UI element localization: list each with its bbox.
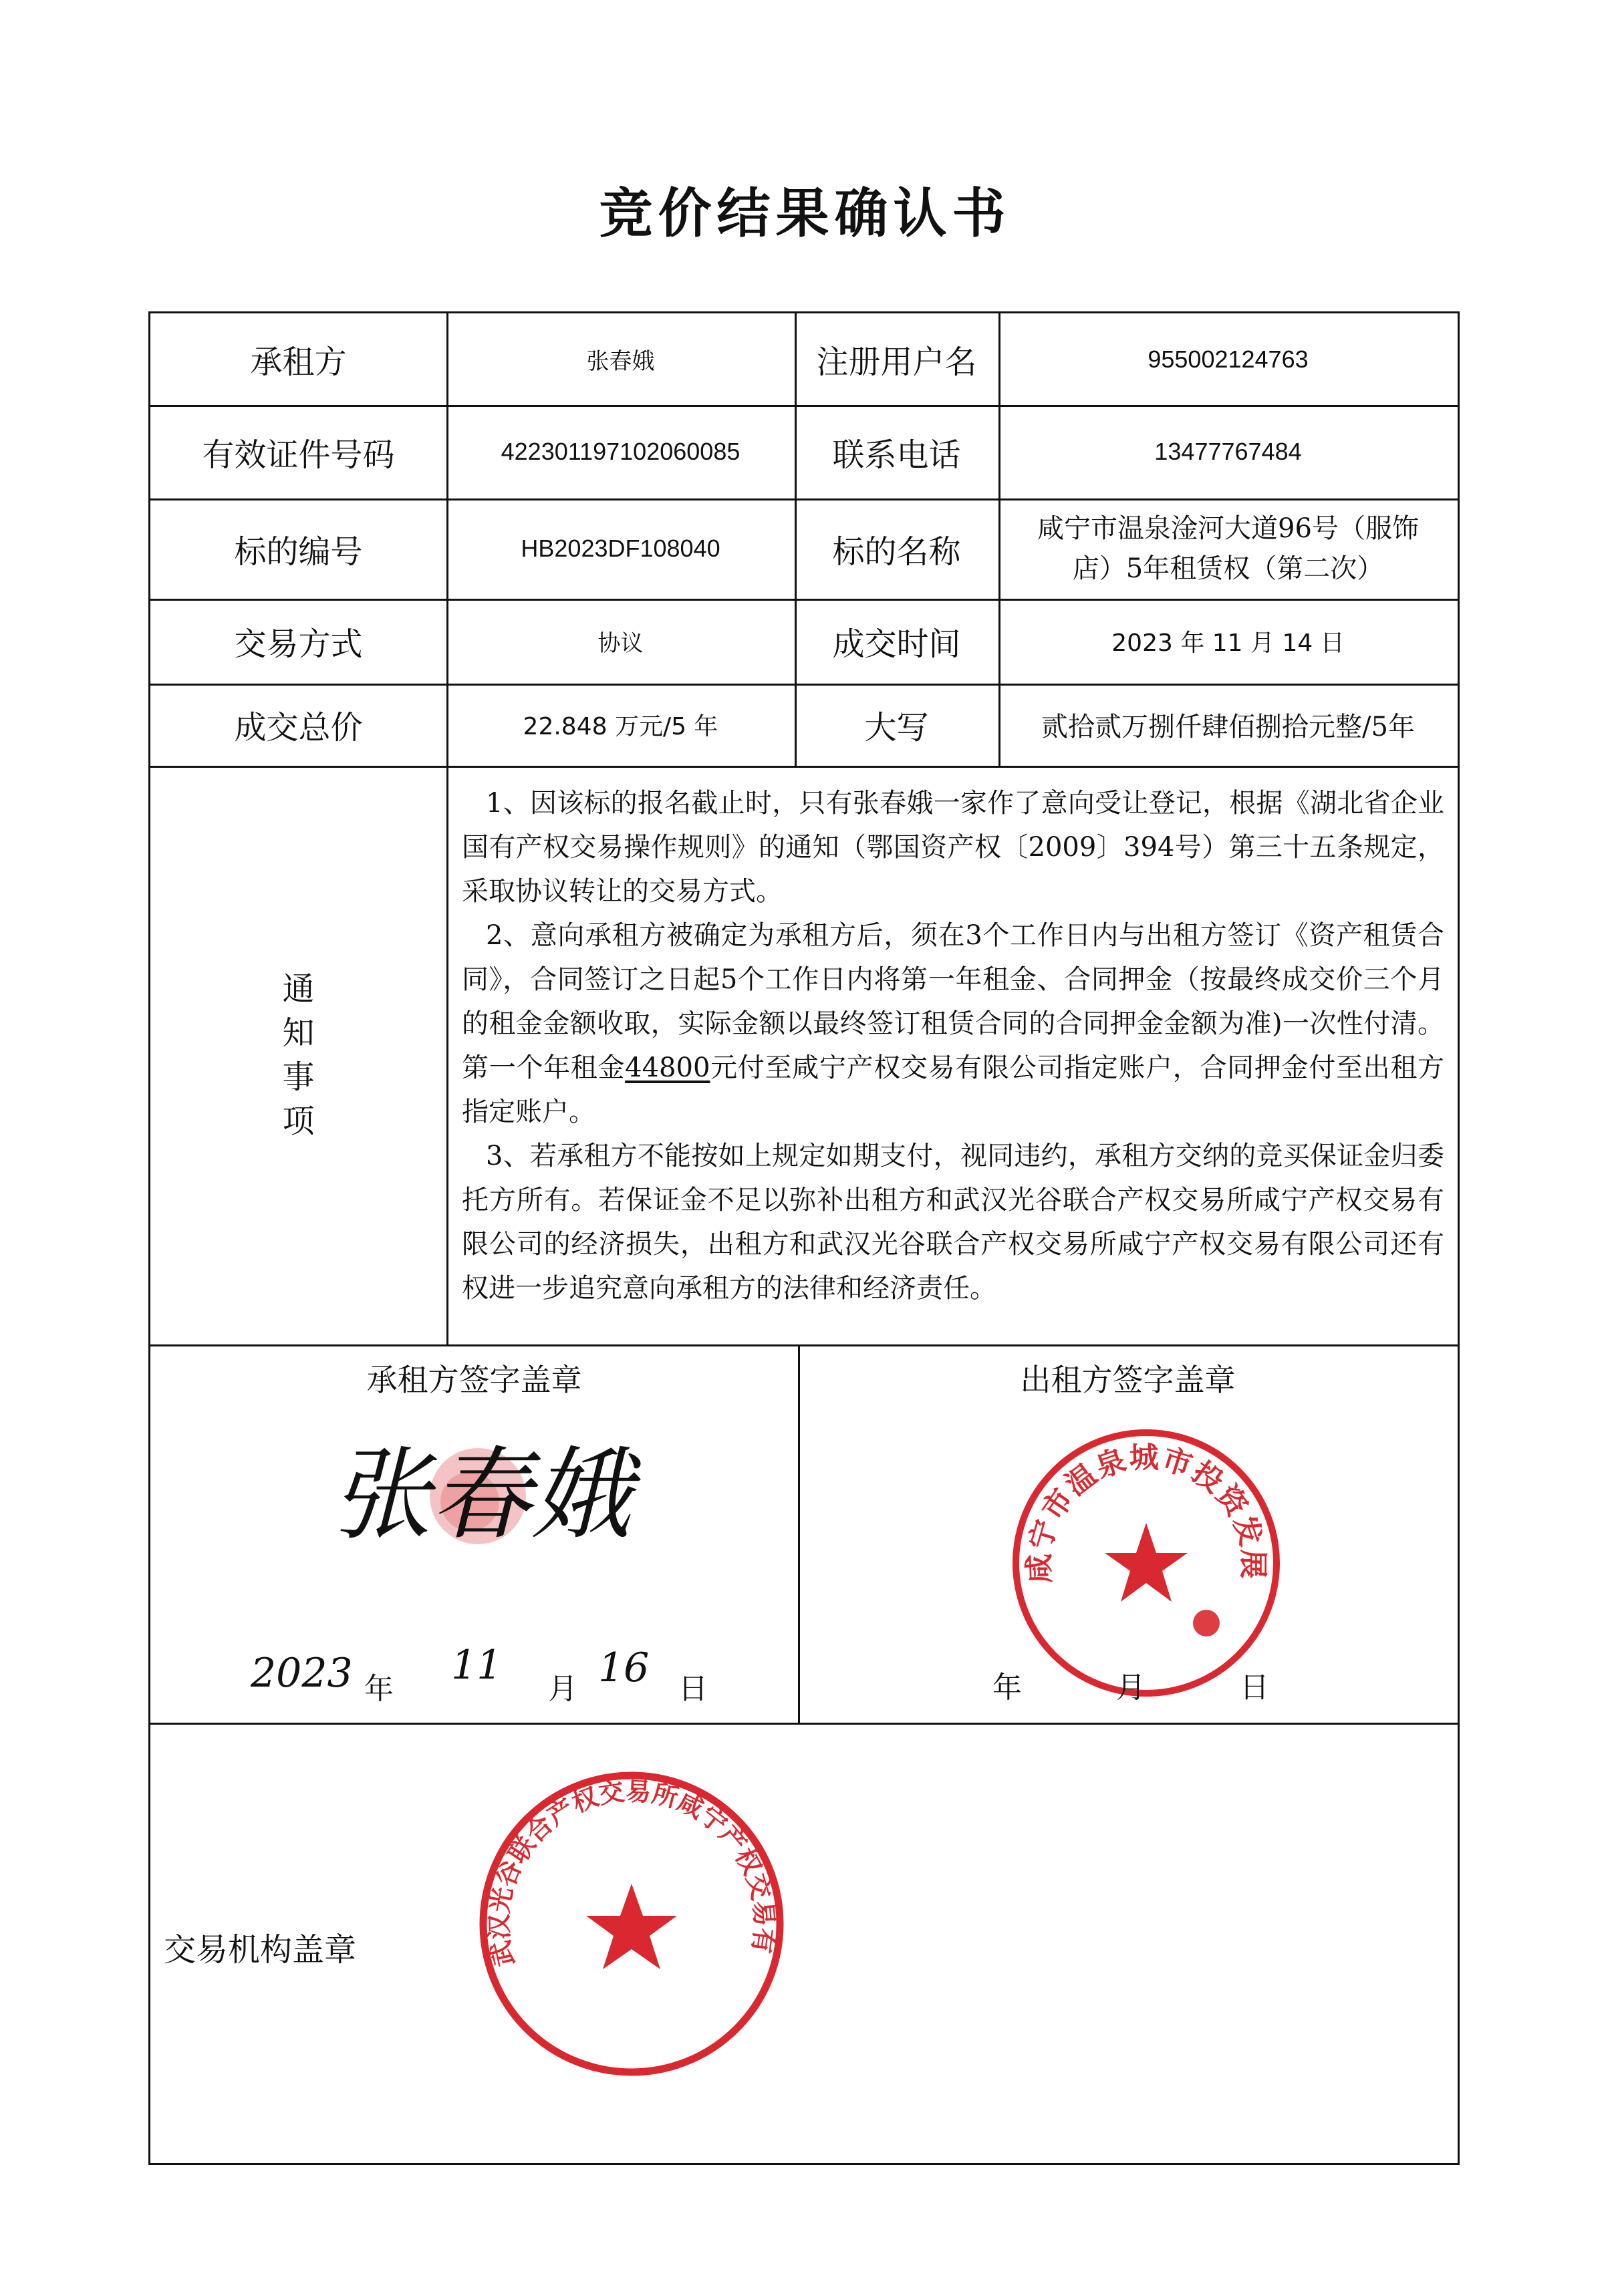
agency-stamp-label: 交易机构盖章 [164, 1931, 357, 1969]
deal-time-value: 2023 年 11 月 14 日 [1111, 629, 1345, 657]
lessor-stamp-graphic [1006, 1423, 1287, 1703]
lessee-date-year: 2023 [251, 1650, 353, 1697]
capital-amount-label: 大写 [864, 709, 929, 746]
lessee-label: 承租方 [250, 343, 347, 381]
lessee-date [251, 1642, 785, 1710]
notice-label-char: 项 [282, 1103, 315, 1140]
lessee-date-day: 16 [598, 1644, 650, 1691]
subject-name-line2: 店）5年租赁权（第二次） [1072, 553, 1384, 584]
capital-amount-value: 贰拾贰万捌仟肆佰捌拾元整/5年 [1041, 712, 1415, 742]
document-title: 竞价结果确认书 [599, 182, 1011, 245]
trade-method-value: 协议 [597, 630, 644, 657]
month-char: 月 [548, 1672, 577, 1706]
form-table [148, 311, 1460, 2165]
agency-stamp-text: 武汉光谷联合产权交易所咸宁产权交易有 [483, 1775, 780, 1970]
phone-value: 13477767484 [1154, 438, 1302, 465]
id-number-label: 有效证件号码 [202, 436, 395, 474]
lessor-date [992, 1663, 1447, 1710]
notice-text [462, 781, 1444, 1310]
agency-stamp-graphic [471, 1763, 792, 2084]
subject-name-line1: 咸宁市温泉淦河大道96号（服饰 [1037, 513, 1419, 544]
trade-method-label: 交易方式 [234, 625, 363, 663]
month-char: 月 [1116, 1671, 1146, 1705]
notice-paragraph-3: 3、若承租方不能按如上规定如期支付，视同违约，承租方交纳的竞买保证金归委托方所有。若保证金不足以弥补出租方和武汉光谷联合产权交易所咸宁产权交易有限公司的经济损失，出租方和武汉光谷联合产权交易所咸宁产权交易有限公司还有权进一步追究意向承租方的法律和经济责任。 [462, 1141, 1444, 1304]
lessee-signature [324, 1416, 658, 1570]
notice-paragraph-1: 1、因该标的报名截止时，只有张春娥一家作了意向受让登记，根据《湖北省企业国有产权交易操作规则》的通知（鄂国资产权〔2009〕394号）第三十五条规定，采取协议转让的交易方式。 [462, 788, 1444, 907]
lessee-signature-text: 张春娥 [331, 1437, 632, 1554]
username-value: 955002124763 [1148, 345, 1309, 373]
year-char: 年 [364, 1672, 394, 1706]
lessor-sign-heading: 出租方签字盖章 [1020, 1362, 1236, 1398]
deal-time-label: 成交时间 [832, 625, 961, 663]
notice-label-char: 知 [282, 1014, 315, 1052]
subject-name-label: 标的名称 [832, 533, 961, 571]
username-label: 注册用户名 [816, 343, 977, 381]
day-char: 日 [678, 1672, 708, 1706]
deal-price-label: 成交总价 [234, 709, 363, 746]
lessor-stamp [1006, 1423, 1287, 1703]
notice-label-char: 通 [282, 970, 315, 1008]
notice-label-char: 事 [282, 1058, 315, 1096]
subject-number-label: 标的编号 [234, 533, 363, 571]
subject-number-value: HB2023DF108040 [521, 535, 720, 562]
deal-price-value: 22.848 万元/5 年 [523, 713, 718, 740]
lessee-value: 张春娥 [586, 348, 655, 375]
lessee-date-month: 11 [451, 1642, 503, 1689]
year-char: 年 [992, 1671, 1022, 1705]
phone-label: 联系电话 [832, 436, 961, 474]
id-number-value: 422301197102060085 [501, 438, 741, 465]
notice-label [150, 766, 446, 1344]
notice-paragraph-2: 2、意向承租方被确定为承租方后，须在3个工作日内与出租方签订《资产租赁合同》，合同签订之日起5个工作日内将第一年租金、合同押金（按最终成交价三个月的租金金额收取，实际金额以最终签订租赁合同的合同押金金额为准)一次性付清。第一个年租金44800元付至咸宁产权交易有限公司指定账户，合同押金付至出租方指定账户。 [462, 920, 1445, 1127]
lessee-signature-graphic [324, 1416, 658, 1570]
first-year-rent-amount: 44800 [625, 1052, 710, 1083]
lessee-sign-heading: 承租方签字盖章 [366, 1362, 582, 1398]
lessor-stamp-text: 咸宁市温泉城市投资发展 [1022, 1440, 1270, 1584]
agency-stamp [471, 1763, 792, 2084]
day-char: 日 [1240, 1671, 1269, 1705]
subject-name-value [998, 498, 1458, 599]
